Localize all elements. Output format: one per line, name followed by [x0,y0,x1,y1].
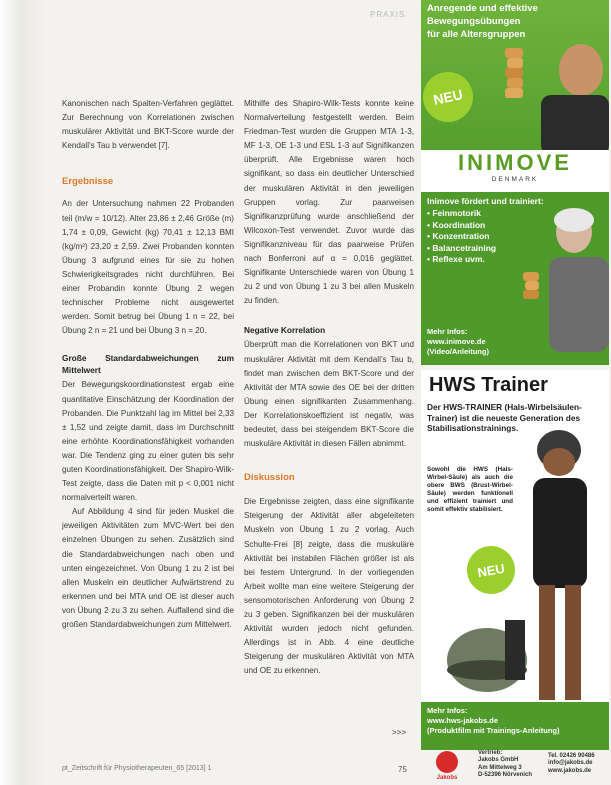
feature-item: • Feinmotorik [427,208,481,218]
feature-item: • Koordination [427,219,486,230]
inimove-brand [421,150,609,192]
left-column [62,97,234,632]
wilcoxon-paragraph: Mithilfe des Shapiro-Wilk-Tests konnte keine Normalverteilung festgestellt werden. Beim Friedman-Test wurden die Gruppen MTA 1-3, MF 1-3, OE 1-3 und ESL 1-3 auf Signifikanzen überprüft. Alle Ergebnisse waren hoch signifikant, so dass ein deutlicher Unterschied der muskulären Aktivität in den jeweiligen Gruppen vorlag. Zur paarweisen Signifikanzprüfung wurde anschließend der Wilcoxon-Test verwendet. Zuvor wurde das Signifikanzniveau für das paarweise Prüfen nach Bonferroni auf α = 0,016 geglättet. Signifikante Unterschiede waren von Übung 1 zu 2 und von Übung 1 zu 3 bei allen Muskeln zu finden. [244,99,414,306]
heading-std-deviation: Große Standardabweichungen zum Mittelwert [62,353,234,376]
hws-info: Mehr Infos: www.hws-jakobs.de (Produktfilm mit Trainings-Anleitung) [421,702,609,750]
inimove-ad-top [421,0,609,192]
vendor-address: Vertrieb: Jakobs GmbH Am Mittelweg 3 D-52396 Nörvenich [478,750,533,779]
woman-with-toy-illustration [519,202,609,352]
vendor-contact: Tel. 02426 90486 info@jakobs.de www.jakobs.de [548,753,595,774]
inimove-info: Mehr Infos: www.inimove.de (Video/Anleitung) [427,327,489,356]
feature-item: • Konzentration [427,231,490,241]
footer-journal: pt_Zeitschrift für Physiotherapeuten_65 [2013] 1 [62,765,212,772]
inimove-denmark: DENMARK [491,176,539,183]
middle-column [244,97,414,678]
hws-trainer-ad [421,370,609,750]
heading-discussion: Diskussion [244,472,295,484]
advertisement-column [421,0,609,750]
inimove-feature-list [427,208,496,266]
feature-item: • Balancetraining [427,242,497,253]
results-paragraph: An der Untersuchung nahmen 22 Probanden teil (m/w = 10/12). Alter 23,86 ± 2,46 Größe (m) 1,74 ± 0,09, Gewicht (kg) 70,41 ± 12,13 BMI (kg/m²) 23,20 ± 2,59. Zwei Probanden konnten Übung 3 aufgrund eines für sie zu hohen Schwierigkeitsgrades nicht durchführen. Bei einer Probandin konnte Übung 2 wegen technischer Probleme nicht ausgewertet werden. Somit betrug bei Übung 1 n = 22, bei Übung 2 n = 21 und bei Übung 3 n = 20. [62,199,234,336]
hws-description: Sowohl die HWS (Hals-Wirbel-Säule) als auch die obere BWS (Brust-Wirbel-Säule) werden funktionell und effizient trainiert und somit effektiv stabilisiert. [427,466,513,513]
jakobs-logo-icon [430,748,464,782]
inimove-promo-title: Inimove fördert und trainiert: [427,196,544,206]
intro-paragraph: Kanonischen nach Spalten-Verfahren geglättet. Zur Berechnung von Korrelationen zwischen muskulärer Aktivität und BKT-Score wurde der Kendall’s Tau b verwendet [7]. [62,99,234,151]
figure-paragraph: Auf Abbildung 4 sind für jeden Muskel die jeweiligen Aktivitäten zum MVC-Wert bei den einzelnen Übungen zu sehen. Zusätzlich sind die Standardabweichungen nach oben und unten eingezeichnet. Von Übung 1 zu 2 ist bei allen Muskeln ein deutlicher Aufwärtstrend zu erkennen und bei MTA und OE ist dieser auch von Übung 2 zu 3 zu sehen. Auffallend sind die großen Standardabweichungen zum Mittelwert. [62,507,234,629]
svg-text:Jakobs: Jakobs [436,775,458,781]
correlation-paragraph: Überprüft man die Korrelationen von BKT und muskulärer Aktivität mit dem Kendall’s Tau b, findet man zwischen dem BKT-Score und der Aktivität der MTA sowie des OE bei der dritten Übung einen signifikanten Zusammenhang. Der Korrelationskoeffizient ist negativ, was bedeutet, dass bei steigendem BKT-Score die muskuläre Aktivität in diesen Fällen abnimmt. [244,340,414,449]
inimove-tagline: Anregende und effektive Bewegungsübungen für alle Altersgruppen [427,3,538,40]
page-binding-shadow [0,0,46,785]
inimove-ad-features [421,192,609,365]
inimove-logo: INIMOVE [458,150,572,175]
heading-results: Ergebnisse [62,176,114,188]
hws-trainer-logo: HWS Trainer [429,374,548,396]
new-badge-inimove: NEU [421,67,478,126]
man-with-helmet-illustration [421,370,609,702]
feature-item: • Reflexe uvm. [427,254,485,264]
hws-tagline: Der HWS-TRAINER (Hals-Wirbelsäulen-Trainer) ist die neueste Generation des Stabilisationstrainings. [427,402,582,433]
continue-arrows: >>> [392,728,407,737]
discussion-paragraph: Die Ergebnisse zeigten, dass eine signifikante Steigerung der Aktivität aller abgeleiteten Muskeln von Übung 1 zu 2 vorlag. Auch Schulte-Frei [8] zeigte, dass die muskuläre Aktivität bei instabilen Flächen größer ist als bei festem Untergrund. In der vorliegenden Arbeit wollte man eine weitere Steigerung der sensomotorischen Anforderung von Übung 2 zu 3 geben. Signifikanzen bei der muskulären Aktivität wurden jedoch nicht gefunden. Allerdings ist in Abb. 4 eine deutliche Steigerung der muskulären Aktivität von MTA und OE zu erkennen. [244,497,414,676]
new-badge-hws: NEU [463,542,519,598]
section-tag: PRAXIS [370,10,406,19]
heading-negative-correlation: Negative Korrelation [244,325,326,336]
page-number: 75 [398,765,407,774]
std-paragraph: Der Bewegungskoordinationstest ergab eine quantitative Einschätzung der Koordination der Probanden. Die Punktzahl lag im Mittel bei 2,33 ± 1,52 und zeigte damit, dass im Durchschnitt eine erhöhte Koordinationsfähigkeit vorhanden war. Die Tendenz ging zu einer guten bis sehr guten Koordinationsfähigkeit. Der Shapiro-Wilk-Test zeigte, dass die Daten mit p < 0,001 nicht normalverteilt waren. [62,380,234,503]
